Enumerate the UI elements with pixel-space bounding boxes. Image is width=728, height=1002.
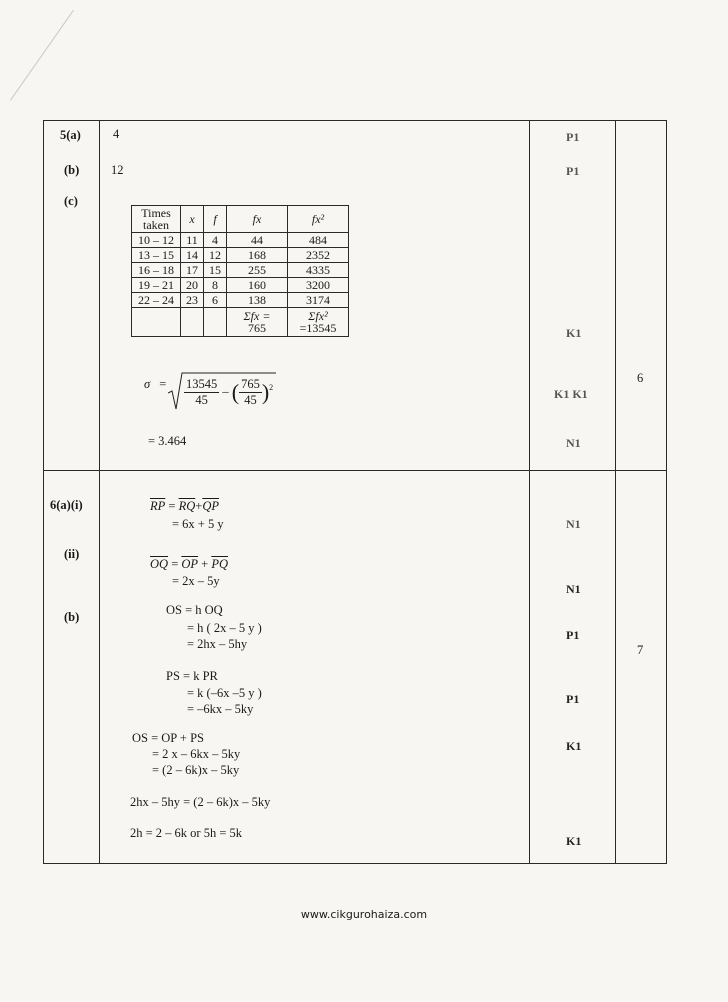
cell: 44: [227, 233, 288, 248]
ps-line-3: = –6kx – 5ky: [187, 702, 254, 716]
q6-total-marks: 7: [637, 643, 644, 657]
q6b-final-mark: K1: [566, 834, 582, 848]
q6b-ps-mark: P1: [566, 692, 580, 706]
oq-result: = 2x – 5y: [172, 574, 220, 588]
denominator-1: 45: [195, 393, 208, 407]
cell: 168: [227, 248, 288, 263]
os-line-3: = 2hx – 5hy: [187, 637, 248, 651]
q5b-label: (b): [64, 163, 80, 177]
table-header-row: [132, 206, 349, 233]
cell: 8: [204, 278, 227, 293]
denominator-2: 45: [244, 393, 257, 407]
table-row: [132, 233, 349, 248]
q6ai-mark: N1: [566, 517, 581, 531]
marking-scheme-table: [43, 120, 667, 864]
table-row: [132, 263, 349, 278]
q5a-label: 5(a): [60, 128, 81, 142]
cell: 14: [181, 248, 204, 263]
op-line-3: = (2 – 6k)x – 5ky: [152, 763, 240, 777]
q6b-label: (b): [64, 610, 80, 624]
cell: 3174: [288, 293, 349, 308]
final-line: 2h = 2 – 6k or 5h = 5k: [130, 826, 243, 840]
os-line-2: = h ( 2x – 5 y ): [187, 621, 262, 635]
header-x: x: [181, 206, 204, 233]
header-fx: fx: [227, 206, 288, 233]
q5c-formula-mark: K1 K1: [554, 387, 588, 401]
q5b-mark: P1: [566, 164, 580, 178]
q6ai-label: 6(a)(i): [50, 498, 83, 512]
table-row: [132, 278, 349, 293]
q5-total-marks: 6: [637, 371, 644, 385]
fraction-2: [239, 377, 262, 408]
cell: 255: [227, 263, 288, 278]
q6aii-label: (ii): [64, 547, 80, 561]
numerator-2: 765: [241, 377, 260, 391]
cell: 19 – 21: [132, 278, 181, 293]
q5a-mark: P1: [566, 130, 580, 144]
ps-line-1: PS = k PR: [166, 669, 218, 683]
vector-rp-equation: $\overline{RP} = \overline{RQ}+\overline{QP}$: [150, 499, 219, 513]
equals-sign: =: [159, 377, 167, 391]
cell: 10 – 12: [132, 233, 181, 248]
cell: 13 – 15: [132, 248, 181, 263]
minus-sign: –: [222, 384, 229, 399]
sum-fx-value: 765: [248, 321, 266, 335]
cell: 22 – 24: [132, 293, 181, 308]
comparison-line: 2hx – 5hy = (2 – 6k)x – 5ky: [130, 795, 271, 809]
cell: 20: [181, 278, 204, 293]
website-footer: www.cikgurohaiza.com: [300, 908, 428, 921]
radicand: $\frac{13545}{45}$ – ( $\frac{765}{45}$ )$^2$: [186, 377, 274, 407]
numerator-1: 13545: [186, 377, 218, 391]
header-f: f: [204, 206, 227, 233]
q5b-answer: 12: [111, 163, 124, 177]
sum-fx2-label: Σfx²: [308, 309, 328, 323]
op-line-2: = 2 x – 6kx – 5ky: [152, 747, 241, 761]
cell: 4: [204, 233, 227, 248]
q5c-label: (c): [64, 194, 78, 208]
cell: 23: [181, 293, 204, 308]
cell: 3200: [288, 278, 349, 293]
sigma-result: = 3.464: [148, 434, 187, 448]
cell: 160: [227, 278, 288, 293]
cell: 2352: [288, 248, 349, 263]
cell: 6: [204, 293, 227, 308]
cell: 17: [181, 263, 204, 278]
q5c-result-mark: N1: [566, 436, 581, 450]
cell: 4335: [288, 263, 349, 278]
os-line-1: OS = h OQ: [166, 603, 223, 617]
cell: 16 – 18: [132, 263, 181, 278]
q6b-os-mark: P1: [566, 628, 580, 642]
cell: 15: [204, 263, 227, 278]
header-times-taken: Times taken: [132, 206, 181, 233]
q5a-answer: 4: [113, 127, 120, 141]
header-fx2: fx²: [288, 206, 349, 233]
q6b-op-mark: K1: [566, 739, 582, 753]
table-row: [132, 248, 349, 263]
fraction-1: [184, 377, 219, 408]
sum-fx-label: Σfx =: [243, 309, 271, 323]
table-sum-row: [132, 308, 349, 337]
q6aii-mark: N1: [566, 582, 581, 596]
table-row: [132, 293, 349, 308]
vector-oq-equation: $\overline{OQ} = \overline{OP} + \overline{PQ}$: [150, 557, 229, 571]
cell: 138: [227, 293, 288, 308]
cell: 12: [204, 248, 227, 263]
rp-result: = 6x + 5 y: [172, 517, 224, 531]
sigma-symbol: σ: [144, 377, 151, 391]
ps-line-2: = k (–6x –5 y ): [187, 686, 262, 700]
scan-artifact-line: [10, 10, 74, 101]
cell: 484: [288, 233, 349, 248]
op-line-1: OS = OP + PS: [132, 731, 204, 745]
cell: 11: [181, 233, 204, 248]
frequency-table: [131, 205, 349, 337]
q5c-table-mark: K1: [566, 326, 582, 340]
sum-fx2-value: =13545: [299, 321, 337, 335]
